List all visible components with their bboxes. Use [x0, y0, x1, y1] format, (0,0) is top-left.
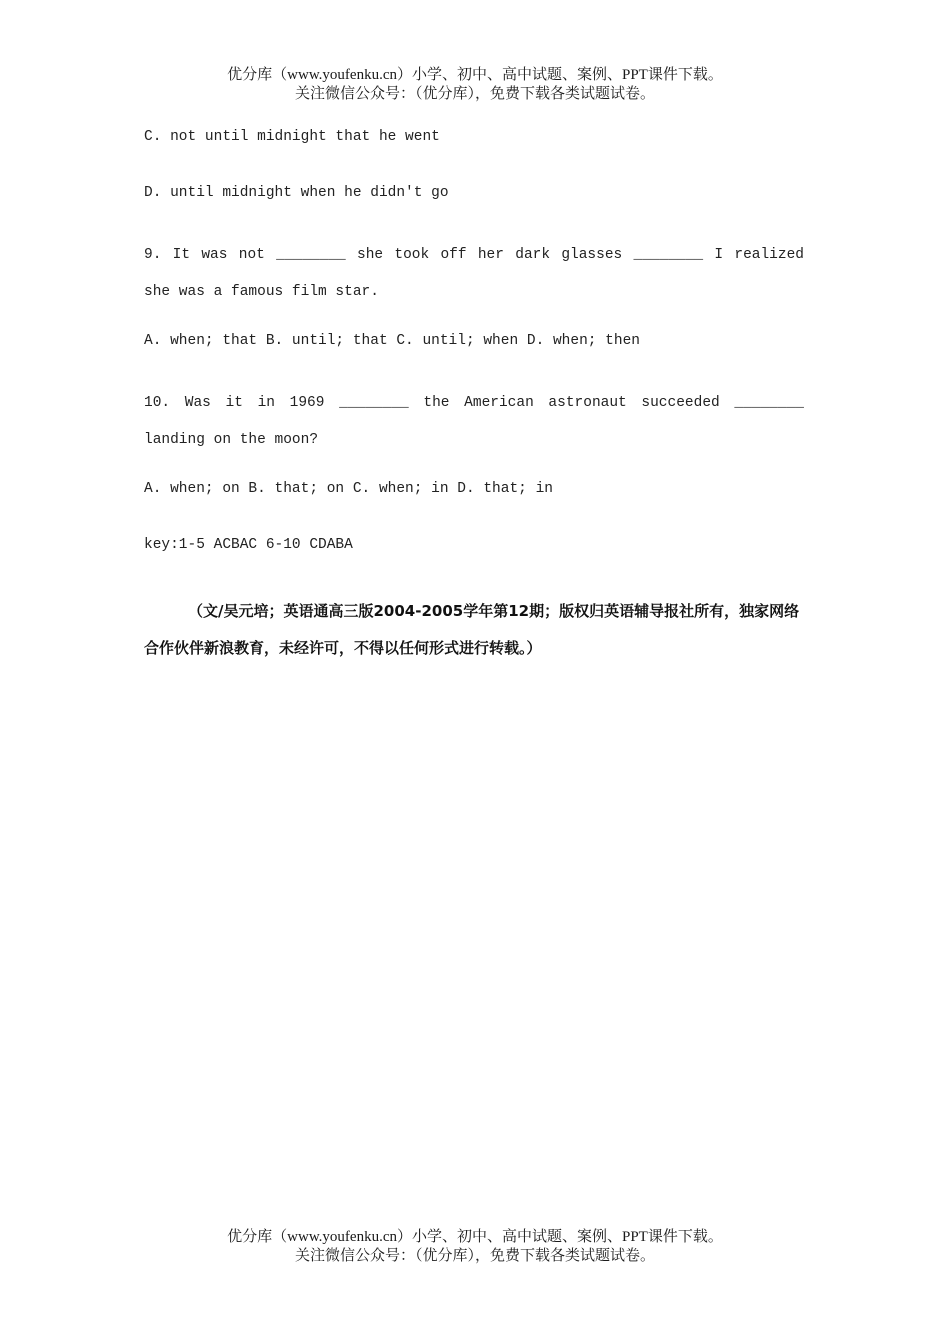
question-10: 10. Was it in 1969 ________ the American astronaut succeeded ________ landing on the moon? — [144, 395, 813, 448]
question-9-options: A. when; that B. until; that C. until; when D. when; then — [144, 333, 640, 349]
header-line-2: 关注微信公众号：（优分库），免费下载各类试题试卷。 — [294, 86, 655, 102]
question-9: 9. It was not ________ she took off her dark glasses ________ I realized she was a famous film star. — [144, 247, 813, 300]
option-c: C. not until midnight that he went — [144, 129, 440, 145]
footer-line-2: 关注微信公众号：（优分库），免费下载各类试题试卷。 — [294, 1248, 655, 1264]
copyright-note: （文/吴元培；英语通高三版2004-2005学年第12期；版权归英语辅导报社所有，独家网络合作伙伴新浪教育，未经许可，不得以任何形式进行转载。） — [144, 602, 800, 657]
page-footer — [0, 1228, 950, 1266]
footer-line-1: 优分库（www.youfenku.cn）小学、初中、高中试题、案例、PPT课件下载。 — [227, 1229, 723, 1245]
document-body — [144, 125, 813, 667]
answer-key: key:1-5 ACBAC 6-10 CDABA — [144, 537, 353, 553]
page-header — [0, 66, 950, 104]
question-10-options: A. when; on B. that; on C. when; in D. that; in — [144, 481, 553, 497]
option-d: D. until midnight when he didn't go — [144, 185, 449, 201]
header-line-1: 优分库（www.youfenku.cn）小学、初中、高中试题、案例、PPT课件下载。 — [227, 67, 723, 83]
